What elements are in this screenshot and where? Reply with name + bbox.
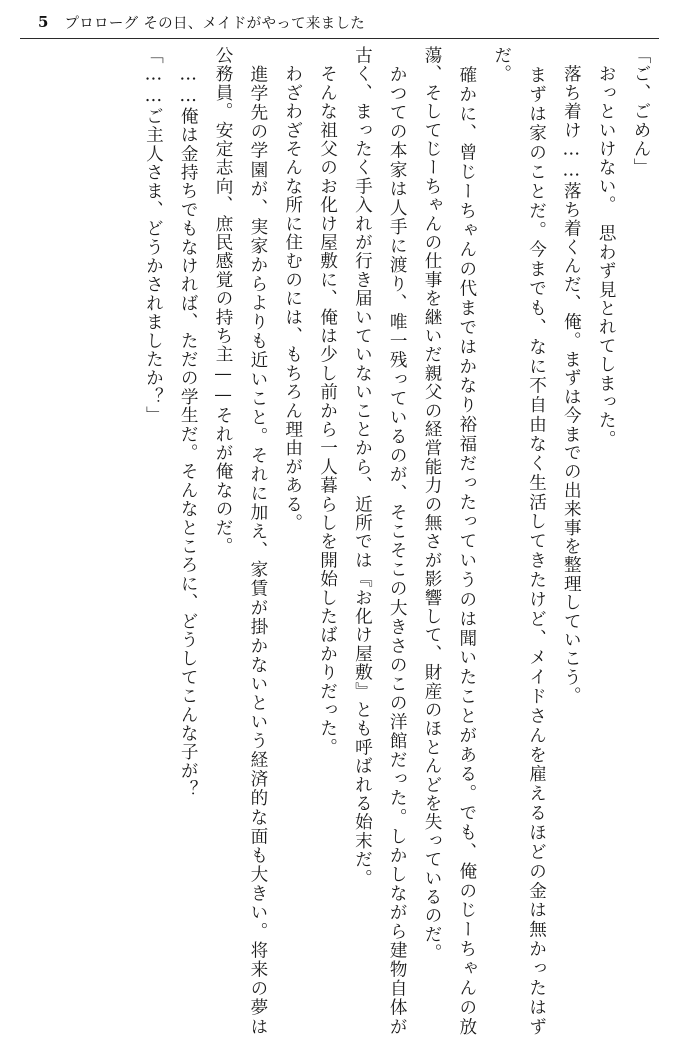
page-number: 5 [38,13,49,31]
running-title: プロローグ その日、メイドがやって来ました [64,15,366,32]
paragraph: おっといけない。 思わず見とれてしまった。 [596,46,617,449]
paragraph: 「ご、ごめん」 [631,46,651,177]
paragraph: 落ち着け……落ち着くんだ、俺。まずは今までの出来事を整理していこう。 [561,46,582,706]
paragraph: 確かに、曾じーちゃんの代まではかなり裕福だったっていうのは聞いたことがある。でも、俺のじーちゃんの放蕩、そしてじーちゃんの仕事を継いだ親父の経営能力の無さが影響して、財産のほとんどを失っているのだ。 [422,46,477,1036]
paragraph: 進学先の学園が、実家からよりも近いこと。それに加え、家賃が掛かないという経済的な面も大きい。将来の夢は公務員。安定志向、庶民感覚の持ち主——それが俺なのだ。 [213,46,268,1036]
paragraph: わざわざそんな所に住むのには、もちろん理由がある。 [282,46,303,533]
paragraph: まずは家のことだ。今までも、なに不自由なく生活してきたけど、メイドさんを雇えるほどの金は無かったはずだ。 [491,46,547,1036]
paragraph: そんな祖父のお化け屋敷に、俺は少し前から一人暮らしを開始したばかりだった。 [317,46,338,757]
page-header [0,8,679,36]
body-text [22,46,658,1036]
paragraph: かつての本家は人手に渡り、唯一残っているのが、そこそこの大きさのこの洋館だった。しかしながら建物自体が古く、まったく手入れが行き届いていないことから、近所では『お化け屋敷』とも呼ばれる始末だ。 [352,46,408,1036]
paragraph: 「……ご主人さま、どうかされましたか？」 [143,46,164,425]
header-divider [20,38,659,39]
paragraph: ……俺は金持ちでもなければ、ただの学生だ。そんなところに、どうしてこんな子が？ [178,46,199,799]
